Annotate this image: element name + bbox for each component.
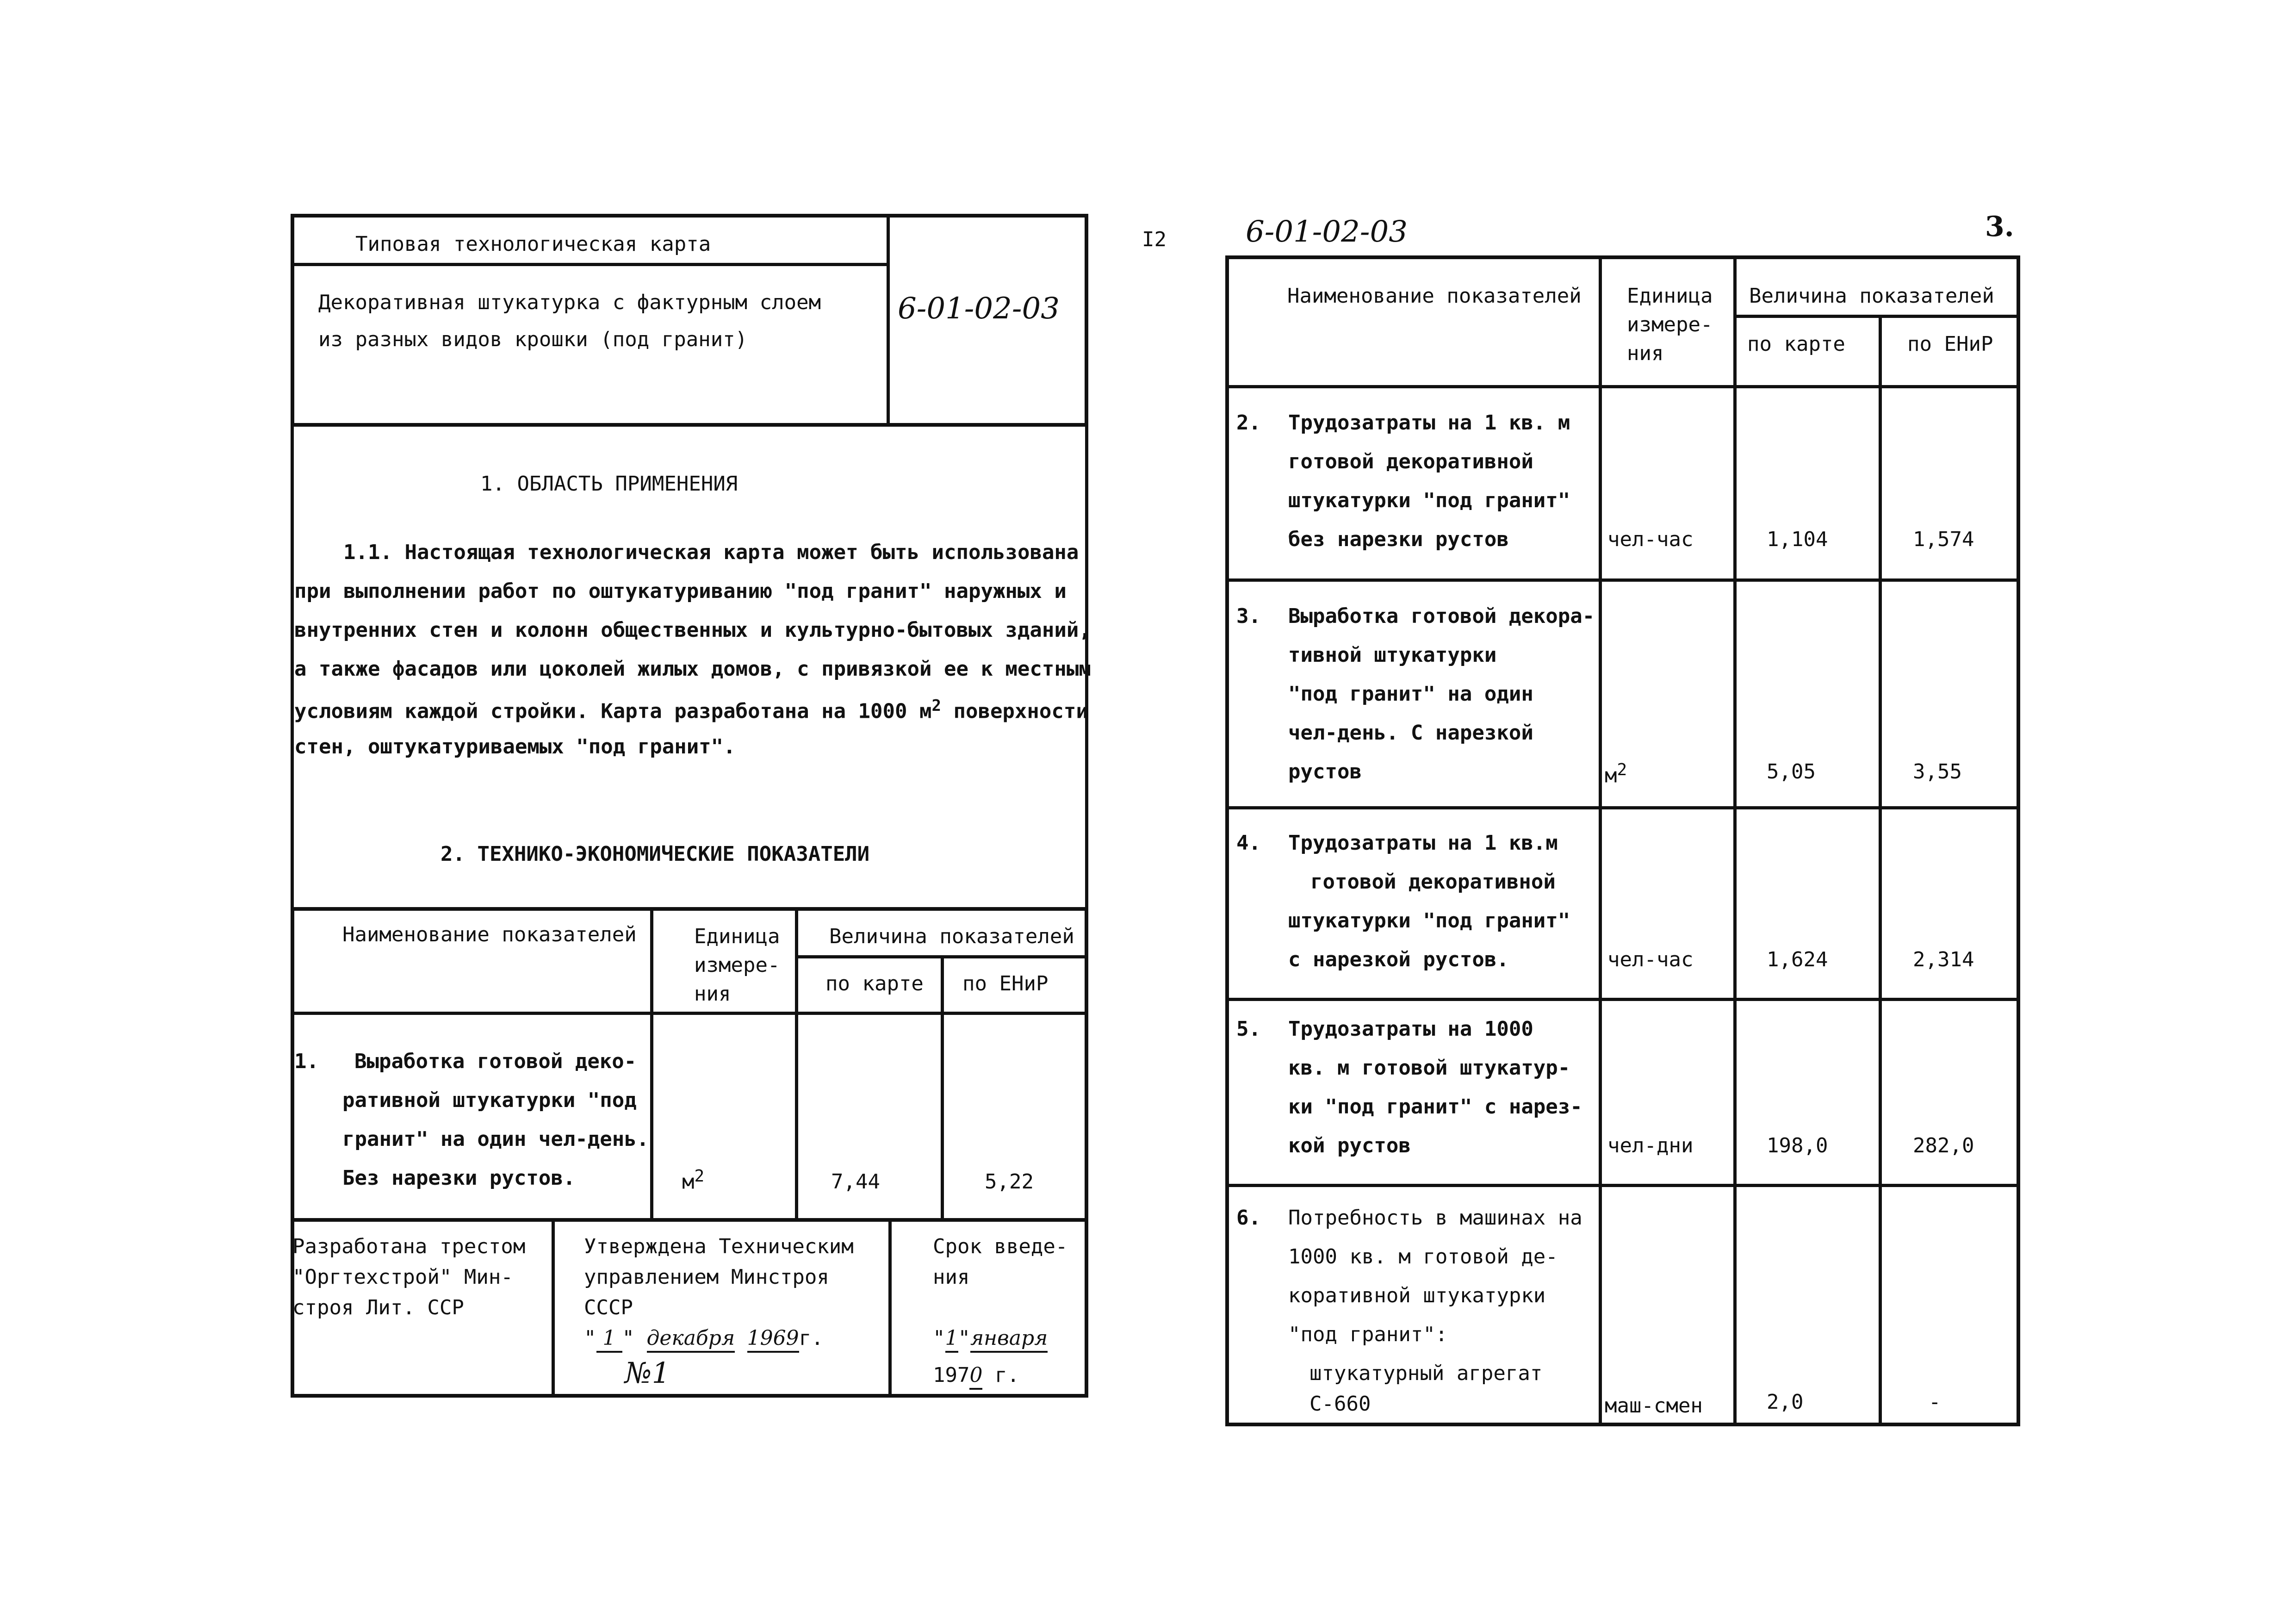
left-col-value-header: Величина показателей [829,925,1074,948]
row-card-value: 1,104 [1767,528,1828,551]
row-name-line: готовой декоративной [1288,450,1533,473]
row-card-value: 198,0 [1767,1134,1828,1157]
approved-date-quote: " [584,1326,596,1350]
intro-date-month: января [970,1326,1048,1353]
row-unit-text: м [682,1170,695,1194]
left-table-col2 [795,907,798,1222]
row-sub-line: С-660 [1309,1392,1371,1416]
right-row-divider [1225,806,2020,809]
row-unit: маш-смен [1605,1394,1703,1418]
title-line-1: Декоративная штукатурка с фактурным слоем [318,291,821,314]
section1-line-5-text: условиям каждой стройки. Карта разработана на 1000 м [294,699,932,723]
row-unit [682,1168,704,1193]
right-table-head-line [1225,385,2020,388]
row-name-line: ративной штукатурки "под [342,1088,637,1112]
row-name-line: гранит" на один чел-день. [342,1127,649,1151]
intro-date-day: 1 [945,1326,958,1353]
row-name-line: штукатурки "под гранит" [1288,489,1570,512]
row-unit [1605,762,1627,786]
right-col-enir-header: по ЕНиР [1907,332,1993,356]
row-name-line: Без нарезки рустов. [342,1166,576,1190]
section1-superscript: 2 [931,696,941,715]
row-sub-line: штукатурный агрегат [1309,1362,1543,1385]
row-unit-sup: 2 [694,1167,705,1186]
section1-line-5 [294,698,1088,722]
row-name-line: 1000 кв. м готовой де- [1288,1245,1558,1269]
row-enir-value: 282,0 [1913,1134,1974,1157]
approved-date-day-value: 1 [602,1326,616,1350]
left-table-col3 [941,955,944,1222]
row-enir-value: - [1929,1390,1941,1414]
row-card-value: 2,0 [1767,1390,1804,1414]
type-label: Типовая технологическая карта [355,232,711,256]
approved-line-2: управлением Минстроя [584,1265,829,1289]
row-name-line: ки "под гранит" с нарез- [1288,1095,1582,1119]
left-table-head-line [291,1012,1088,1015]
row-card-value: 7,44 [831,1170,880,1194]
section1-line-5-tail: поверхности [941,699,1088,723]
row-name-line: коративной штукатурки [1288,1284,1546,1307]
section1-line-3: внутренних стен и колонн общественных и культурно-бытовых зданий, [294,618,1091,642]
row-name-line: тивной штукатурки [1288,643,1497,667]
left-col-unit-header-1: Единица [694,925,780,948]
intro-year [933,1365,1019,1386]
section2-heading: 2. ТЕХНИКО-ЭКОНОМИЧЕСКИЕ ПОКАЗАТЕЛИ [441,842,870,866]
row-enir-value: 5,22 [985,1170,1034,1194]
header-code-handwritten: 6-01-02-03 [898,292,1060,326]
intro-line-2: ния [933,1265,970,1289]
right-col-card-header: по карте [1747,332,1845,356]
section1-line-2: при выполнении работ по оштукатуриванию "под гранит" наружных и [294,579,1067,603]
row-unit: чел-дни [1607,1134,1694,1157]
left-col-unit-header-2: измере- [694,953,780,977]
intro-date-quote: " [933,1326,945,1350]
developed-line-2: "Оргтехстрой" Мин- [292,1265,513,1289]
row-name-line: Потребность в машинах на [1288,1206,1582,1230]
row-enir-value: 1,574 [1913,528,1974,551]
intro-date-quote-2: " [958,1326,970,1350]
right-table-col2 [1733,255,1737,1426]
section1-line-1: 1.1. Настоящая технологическая карта может быть использована [343,541,1079,564]
intro-date [933,1328,1048,1349]
row-card-value: 5,05 [1767,760,1816,784]
row-name-line: Трудозатраты на 1000 [1288,1017,1533,1041]
row-name-line: без нарезки рустов [1288,528,1509,551]
right-col-name-header: Наименование показателей [1287,284,1582,308]
row-number: 3. [1236,604,1261,628]
row-name-line: "под гранит" на один [1288,682,1533,706]
right-code-handwritten: 6-01-02-03 [1246,215,1408,249]
row-card-value: 1,624 [1767,948,1828,971]
right-table-col1 [1599,255,1602,1426]
approved-date-year: 1969 [747,1326,799,1353]
left-body-left-border [291,423,294,923]
left-col-unit-header-3: ния [694,982,731,1006]
row-name-line: рустов [1288,760,1362,784]
right-col-value-header: Величина показателей [1749,284,1994,308]
left-table-col1 [650,907,653,1222]
right-col-unit-header-3: ния [1627,342,1664,365]
row-enir-value: 3,55 [1913,760,1962,784]
row-number: 2. [1236,411,1261,435]
row-unit-text: м [1605,764,1617,788]
left-col-enir-header: по ЕНиР [962,972,1049,995]
section1-line-6: стен, оштукатуриваемых "под гранит". [294,735,736,759]
developed-line-1: Разработана трестом [292,1235,526,1258]
row-name-line: кой рустов [1288,1134,1411,1157]
approved-number: №1 [625,1356,670,1390]
row-name-line: "под гранит": [1288,1323,1448,1346]
left-header-hline [291,263,888,266]
row-unit: чел-час [1607,948,1694,971]
row-name-line: с нарезкой рустов. [1288,948,1509,971]
section1-heading: 1. ОБЛАСТЬ ПРИМЕНЕНИЯ [480,472,738,496]
row-name-line: кв. м готовой штукатур- [1288,1056,1570,1080]
approved-line-3: СССР [584,1296,633,1319]
approved-date-g: г. [799,1326,824,1350]
right-row-divider [1225,998,2020,1001]
left-table-subhead-line [795,955,1088,958]
right-col-unit-header-1: Единица [1627,284,1713,308]
developed-line-3: строя Лит. ССР [292,1296,464,1319]
left-footer-col2 [888,1218,892,1398]
page-number: 3. [1985,211,2014,243]
approved-date-day [596,1326,622,1353]
row-enir-value: 2,314 [1913,948,1974,971]
left-header-divider [887,214,890,427]
row-number: 1. [294,1050,319,1073]
row-name-line: штукатурки "под гранит" [1288,909,1570,933]
intro-year-g: г. [994,1363,1019,1387]
intro-year-digit: 0 [969,1363,982,1390]
page-number-left: I2 [1142,228,1167,251]
row-number: 5. [1236,1017,1261,1041]
title-line-2: из разных видов крошки (под гранит) [318,328,748,351]
row-unit: чел-час [1607,528,1694,551]
right-table-subhead-line [1733,315,2020,318]
approved-date-quote-2: " [622,1326,634,1350]
intro-year-prefix: 197 [933,1363,970,1387]
row-name-line: чел-день. С нарезкой [1288,721,1533,745]
left-footer-col1 [552,1218,555,1398]
row-name-line: готовой декоративной [1310,870,1556,894]
section1-line-4: а также фасадов или цоколей жилых домов, с привязкой ее к местным [294,657,1091,681]
row-name-line: Выработка готовой декора- [1288,604,1595,628]
row-name-line: Трудозатраты на 1 кв. м [1288,411,1570,435]
left-col-name-header: Наименование показателей [342,923,637,946]
row-unit-sup: 2 [1617,760,1627,779]
row-name-line: Выработка готовой деко- [354,1050,637,1073]
approved-line-1: Утверждена Техническим [584,1235,854,1258]
right-row-divider [1225,578,2020,582]
row-number: 6. [1236,1206,1261,1230]
right-table-col3 [1879,315,1882,1426]
left-col-card-header: по карте [825,972,924,995]
right-col-unit-header-2: измере- [1627,313,1713,336]
row-number: 4. [1236,831,1261,855]
right-row-divider [1225,1184,2020,1187]
approved-date [584,1328,824,1349]
row-name-line: Трудозатраты на 1 кв.м [1288,831,1558,855]
approved-date-month: декабря [647,1326,735,1353]
intro-line-1: Срок введе- [933,1235,1068,1258]
